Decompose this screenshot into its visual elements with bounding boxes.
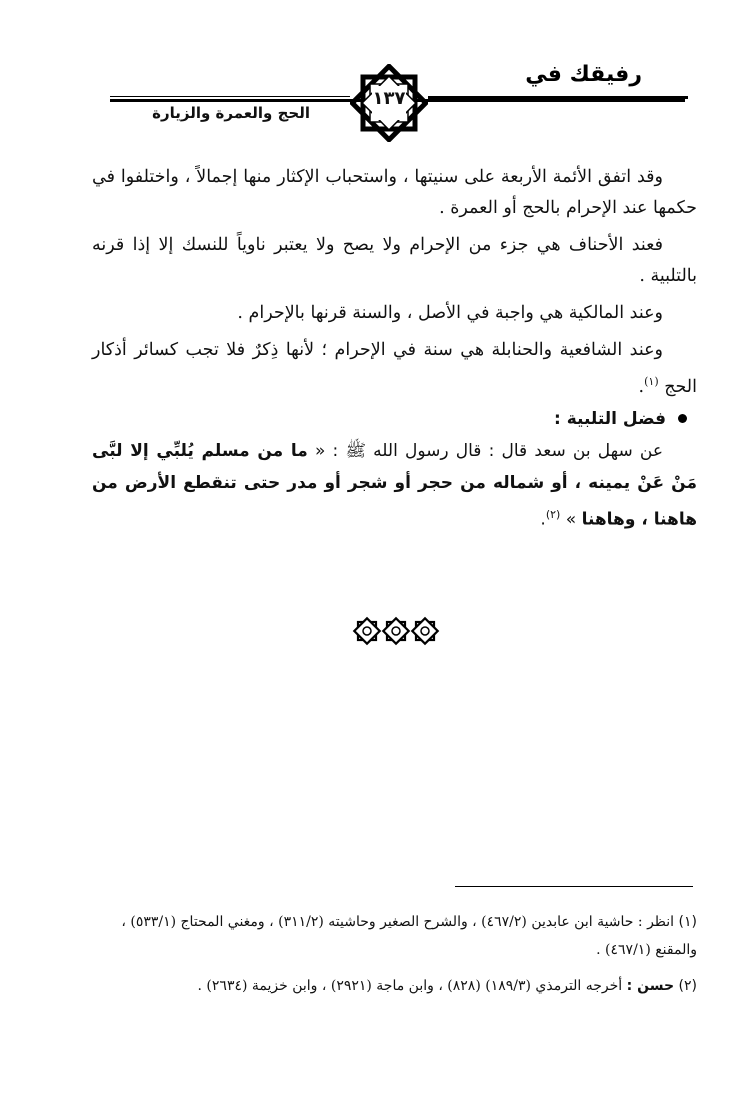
footnote-ref-1: (١)	[644, 375, 659, 388]
footnotes	[92, 908, 697, 1008]
footnote-separator	[455, 886, 693, 887]
book-title: رفيقك في	[525, 62, 642, 87]
page-number: ١٣٧	[372, 88, 406, 109]
hadith-intro: عن سهل بن سعد قال : قال رسول الله ﷺ : «	[314, 440, 663, 461]
bullet-icon	[678, 414, 687, 423]
running-header	[0, 0, 752, 140]
footnote-2: (٢) حسن : أخرجه الترمذي (١٨٩/٣) (٨٢٨) ، وابن ماجة (٢٩٢١) ، وابن خزيمة (٢٦٣٤) .	[197, 978, 697, 994]
paragraph-3: وعند المالكية هي واجبة في الأصل ، والسنة قرنها بالإحرام .	[237, 303, 663, 323]
paragraph-4: وعند الشافعية والحنابلة هي سنة في الإحرام ؛ لأنها ذِكرٌ فلا تجب كسائر أذكار الحج $^{(١)}$.	[92, 340, 697, 397]
section-heading: فضل التلبية :	[92, 409, 697, 429]
book-subtitle: الحج والعمرة والزيارة	[152, 104, 310, 122]
hadith-paragraph: عن سهل بن سعد قال : قال رسول الله ﷺ : « ما من مسلم يُلبِّي إلا لبَّى مَنْ عَنْ يمينه ، أو شماله من حجر أو شجر أو مدر حتى تنقطع الأرض من هاهنا ، وهاهنا » $^{(٢)}$.	[92, 440, 697, 530]
section-divider-ornament-icon	[352, 616, 440, 646]
paragraph-2: فعند الأحناف هي جزء من الإحرام ولا يصح ولا يعتبر ناوياً للنسك إلا إذا قرنه بالتلبية .	[92, 235, 697, 286]
page-number-badge	[350, 64, 428, 142]
header-rule-thin	[110, 96, 350, 97]
footnote-1: (١) انظر : حاشية ابن عابدين (٤٦٧/٢) ، والشرح الصغير وحاشيته (٣١١/٢) ، ومغني المحتاج (٥٣٣/١) ، والمقنع (٤٦٧/١) .	[121, 914, 697, 958]
paragraph-1: وقد اتفق الأئمة الأربعة على سنيتها ، واستحباب الإكثار منها إجمالاً ، واختلفوا في حكمها عند الإحرام بالحج أو العمرة .	[92, 167, 697, 218]
hadith-text: ما من مسلم يُلبِّي إلا لبَّى مَنْ عَنْ يمينه ، أو شماله من حجر أو شجر أو مدر حتى تنقطع الأرض من هاهنا ، وهاهنا	[92, 440, 697, 530]
footnote-ref-2: (٢)	[545, 507, 561, 521]
page-body	[92, 162, 697, 541]
